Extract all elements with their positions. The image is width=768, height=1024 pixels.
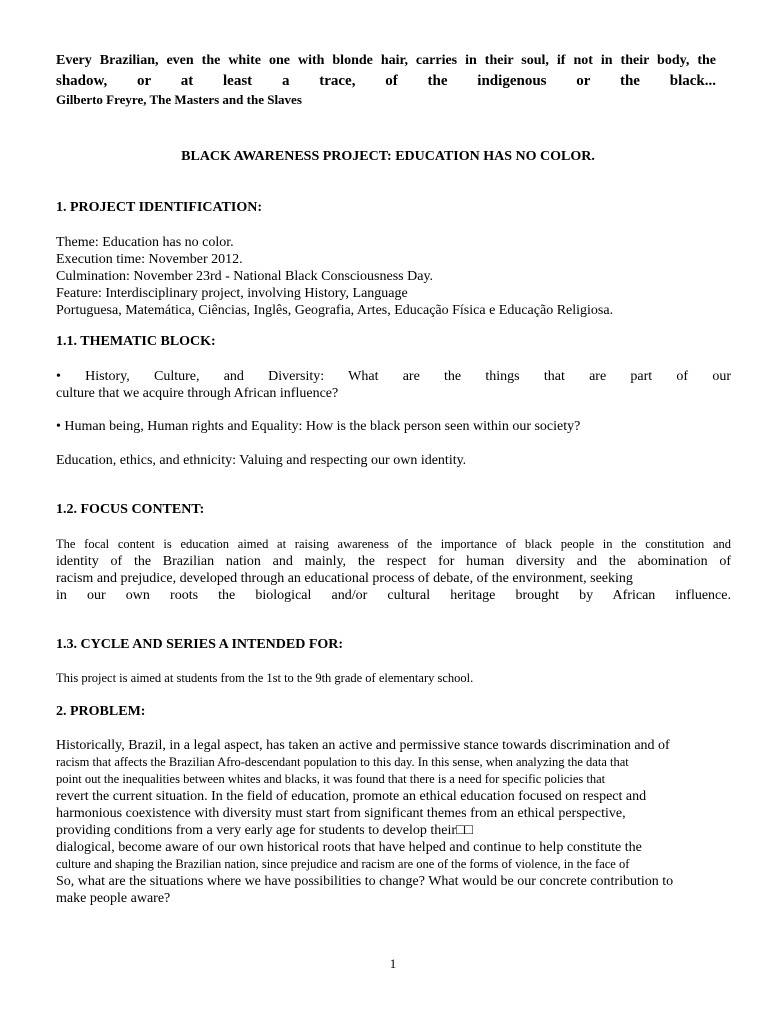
project-identification-details xyxy=(56,234,731,319)
thematic-bullet-2 xyxy=(56,418,731,435)
thematic-item-3 xyxy=(56,452,731,469)
culmination-line: Culmination: November 23rd - National Black Consciousness Day. xyxy=(56,269,434,284)
focus-content-paragraph xyxy=(56,536,731,604)
problem-line-4: revert the current situation. In the field of education, promote an ethical education focused on respect and xyxy=(56,789,647,804)
page-number: 1 xyxy=(389,956,397,971)
problem-line-3: point out the inequalities between whites and blacks, it was found that there is a need for specific policies that xyxy=(56,772,606,786)
document-title: BLACK AWARENESS PROJECT: EDUCATION HAS NO COLOR. xyxy=(181,149,595,164)
theme-line: Theme: Education has no color. xyxy=(56,235,234,250)
cycle-and-series-line: This project is aimed at students from the 1st to the 9th grade of elementary school. xyxy=(56,671,474,685)
thematic-bullet-1-line-2: culture that we acquire through African influence? xyxy=(56,386,339,401)
problem-line-9: So, what are the situations where we have possibilities to change? What would be our concrete contribution to xyxy=(56,874,674,889)
problem-line-8: culture and shaping the Brazilian nation, since prejudice and racism are one of the forms of violence, in the face of xyxy=(56,857,630,871)
focus-content-line-1: The focal content is education aimed at raising awareness of the importance of black people in the constitution and xyxy=(56,537,731,551)
thematic-bullet-1 xyxy=(56,368,731,402)
focus-content-line-2: identity of the Brazilian nation and mainly, the respect for human diversity and the abomination of xyxy=(56,554,731,569)
thematic-item-3-text: Education, ethics, and ethnicity: Valuing and respecting our own identity. xyxy=(56,453,467,468)
problem-line-2: racism that affects the Brazilian Afro-descendant population to this day. In this sense, when analyzing the data that xyxy=(56,755,629,769)
epigraph xyxy=(56,50,716,108)
focus-content-line-3: racism and prejudice, developed through an educational process of debate, of the environment, seeking xyxy=(56,571,633,586)
feature-line: Feature: Interdisciplinary project, involving History, Language xyxy=(56,286,408,301)
epigraph-attribution: Gilberto Freyre, The Masters and the Slaves xyxy=(56,92,302,107)
thematic-bullet-1-line-1: • History, Culture, and Diversity: What are the things that are part of our xyxy=(56,369,731,384)
problem-line-7: dialogical, become aware of our own historical roots that have helped and continue to help constitute the xyxy=(56,840,642,855)
execution-time-line: Execution time: November 2012. xyxy=(56,252,243,267)
epigraph-quote-line-1: Every Brazilian, even the white one with blonde hair, carries in their soul, if not in their body, the xyxy=(56,53,716,68)
thematic-bullet-2-text: • Human being, Human rights and Equality: How is the black person seen within our society? xyxy=(56,419,581,434)
problem-line-5: harmonious coexistence with diversity must start from significant themes from an ethical perspective, xyxy=(56,806,626,821)
problem-line-6: providing conditions from a very early age for students to develop their□□ xyxy=(56,823,473,838)
focus-content-line-4: in our own roots the biological and/or cultural heritage brought by African influence. xyxy=(56,588,731,603)
cycle-and-series-text xyxy=(56,670,731,687)
section-heading-focus-content: 1.2. FOCUS CONTENT: xyxy=(56,502,205,517)
problem-line-10: make people aware? xyxy=(56,891,171,906)
epigraph-quote-line-2: shadow, or at least a trace, of the indigenous or the black... xyxy=(56,73,716,89)
problem-line-1: Historically, Brazil, in a legal aspect, has taken an active and permissive stance towards discrimination and of xyxy=(56,738,670,753)
section-heading-thematic-block: 1.1. THEMATIC BLOCK: xyxy=(56,334,216,349)
problem-paragraph xyxy=(56,737,746,907)
section-heading-problem: 2. PROBLEM: xyxy=(56,704,146,719)
section-heading-cycle-and-series: 1.3. CYCLE AND SERIES A INTENDED FOR: xyxy=(56,637,344,652)
section-heading-project-identification: 1. PROJECT IDENTIFICATION: xyxy=(56,200,263,215)
disciplines-line: Portuguesa, Matemática, Ciências, Inglês, Geografia, Artes, Educação Física e Educação Religiosa. xyxy=(56,303,614,318)
